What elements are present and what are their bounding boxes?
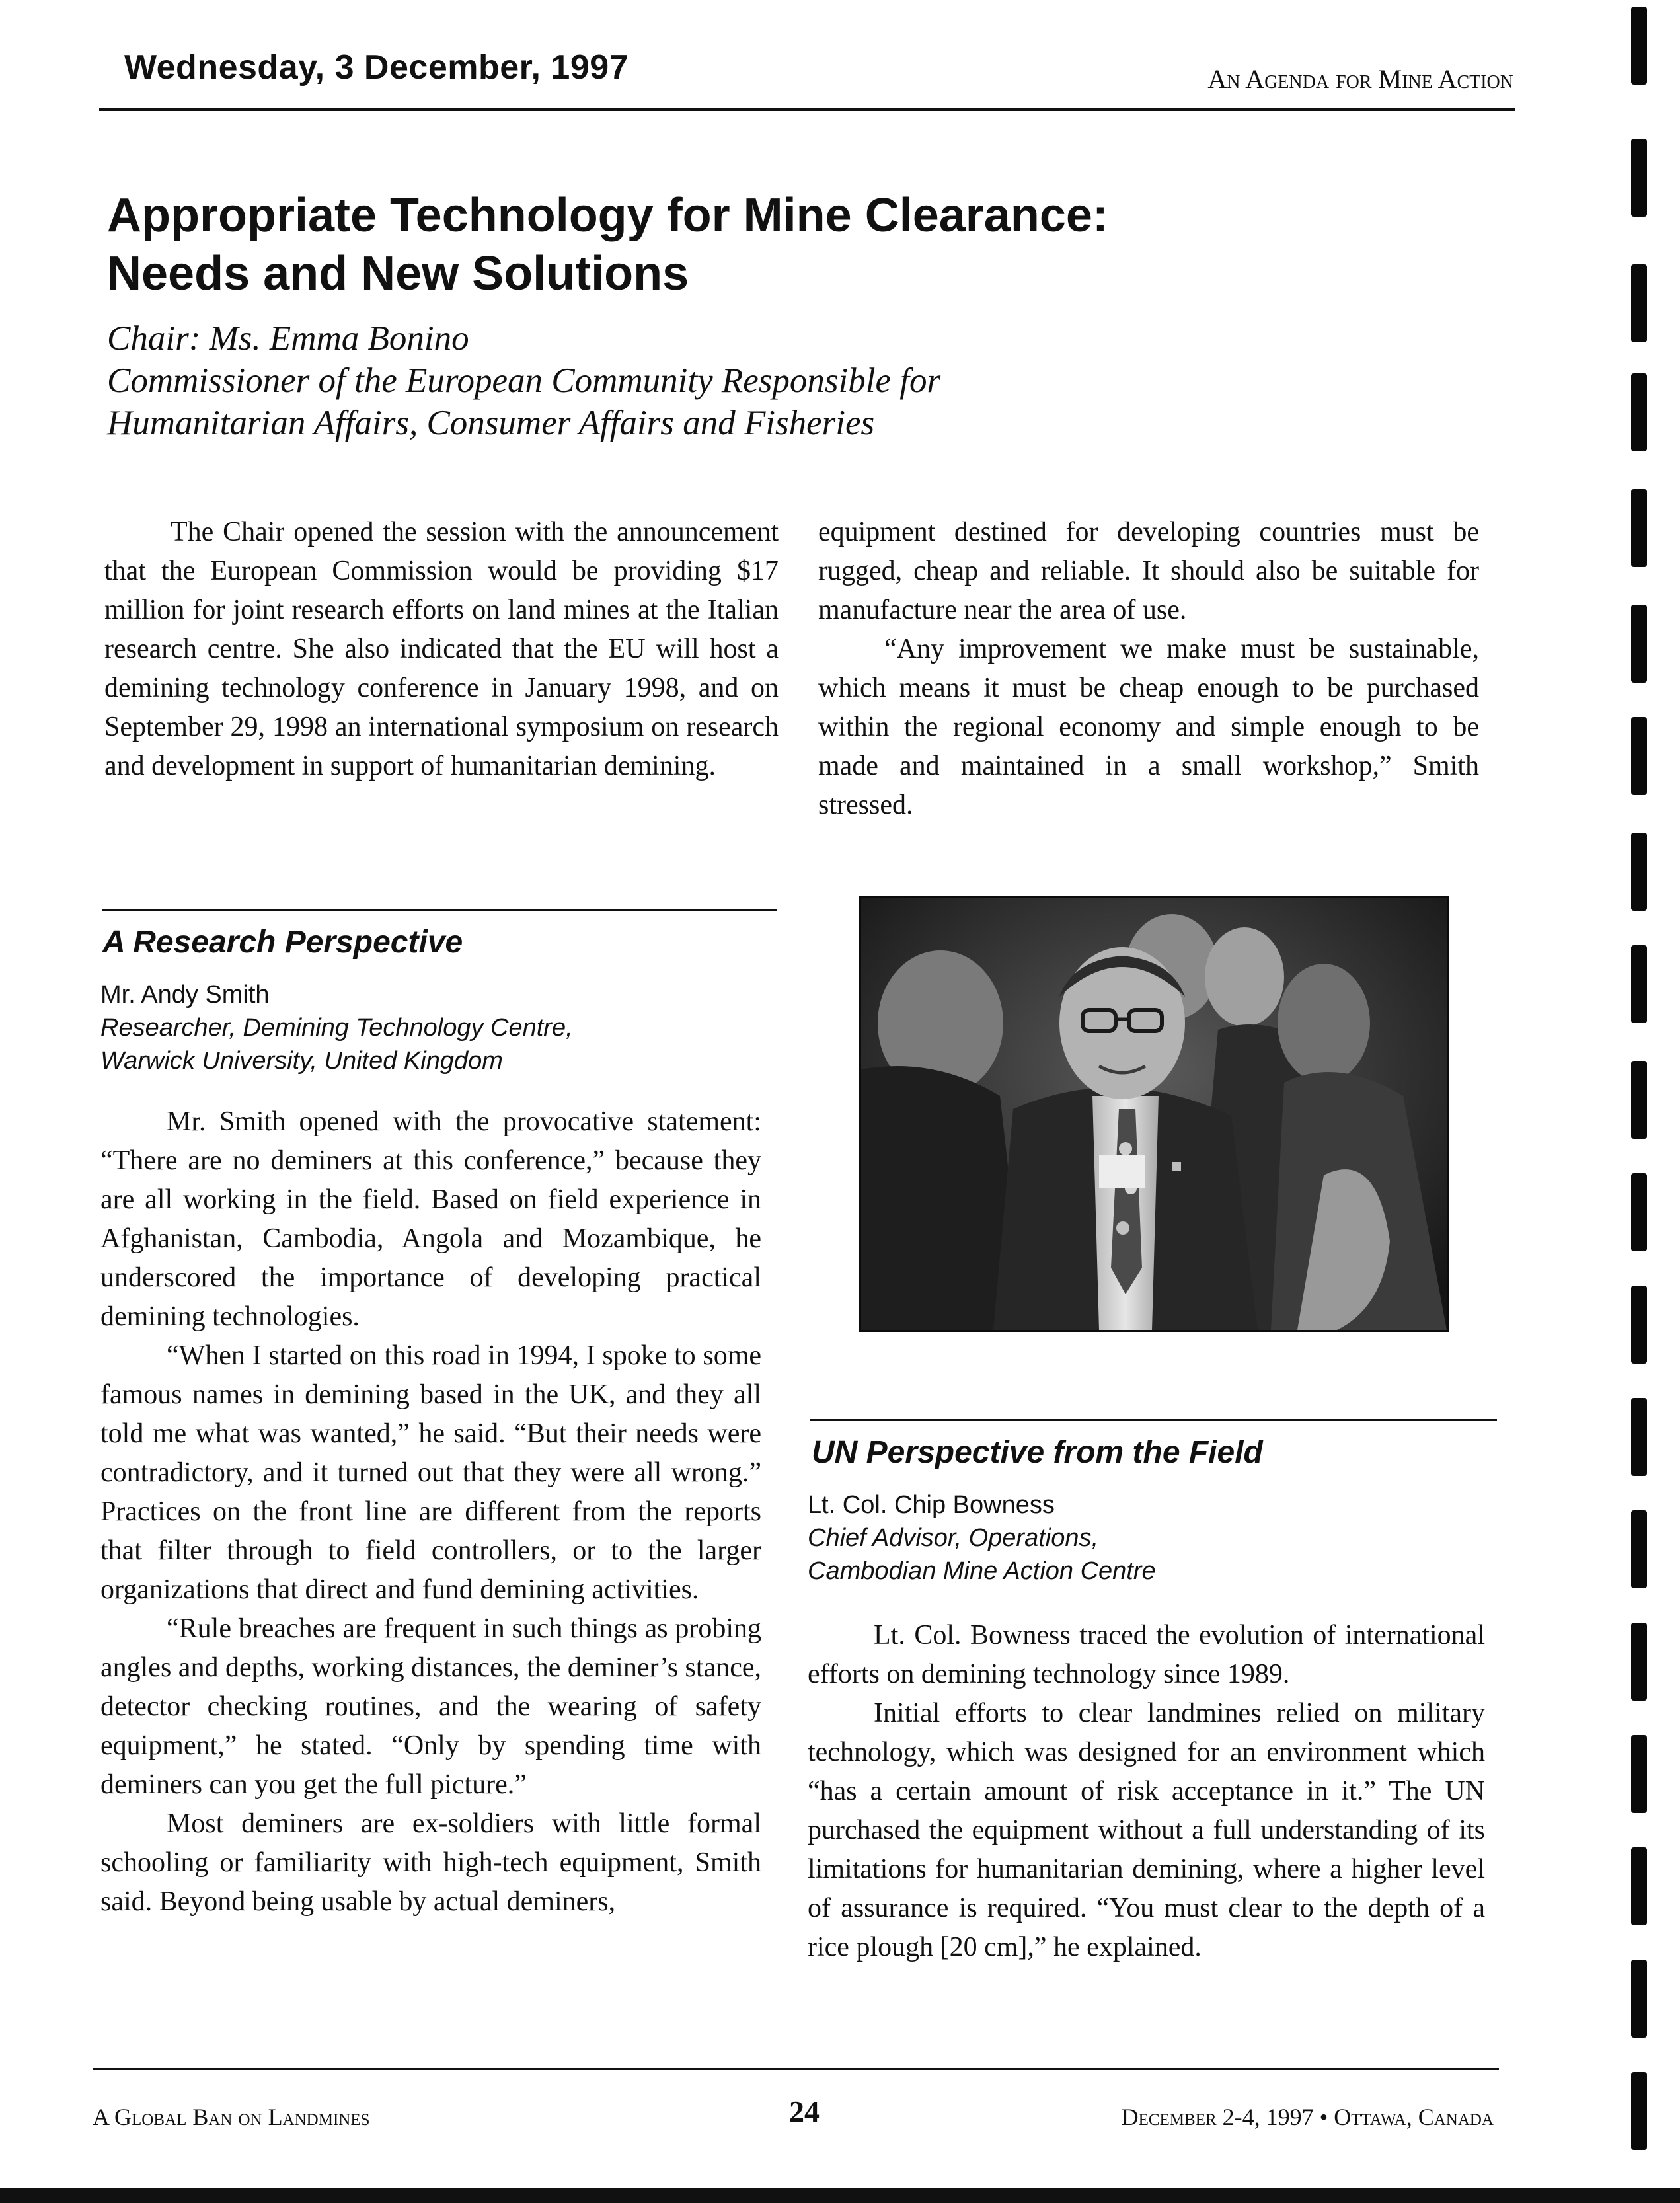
- binding-mark: [1631, 1847, 1647, 1925]
- binding-mark: [1631, 1173, 1647, 1251]
- speaker-block-bowness: [808, 1488, 1495, 1588]
- article-title-line1: Appropriate Technology for Mine Clearance:: [107, 189, 1108, 242]
- body-paragraph: “When I started on this road in 1994, I spoke to some famous names in demining based in the UK, and they all told me what was wanted,” he said. “But their needs were contradictory, and it turned out that they were all wrong.” Practices on the front line are different from the reports that filter through to field controllers, or to the larger organizations that direct and fund demining activities.: [100, 1340, 761, 1605]
- smith-quote-paragraph: “Any improvement we make must be sustainable, which means it must be cheap enough to be purchased within the regional economy and simple enough to be made and maintained in a small workshop,” Smith stressed.: [818, 634, 1479, 820]
- conference-photo-illustration: [861, 898, 1447, 1330]
- binding-mark: [1631, 1735, 1647, 1813]
- binding-mark: [1631, 1398, 1647, 1476]
- body-paragraph: Most deminers are ex-soldiers with little formal schooling or familiarity with high-tech equipment, Smith said. Beyond being usable by actual deminers,: [100, 1808, 761, 1917]
- body-paragraph: Initial efforts to clear landmines relied on military technology, which was designed for an environment which “has a certain amount of risk acceptance in it.” The UN purchased the equipment without a full understanding of its limitations for humanitarian demining, where a higher level of assurance is required. “You must clear to the depth of a rice plough [20 cm],” he explained.: [808, 1698, 1485, 1962]
- chair-role-line1: Commissioner of the European Community Responsible for: [107, 362, 941, 400]
- footer-publication: A Global Ban on Landmines: [93, 2104, 370, 2130]
- section-heading-un: UN Perspective from the Field: [812, 1435, 1263, 1470]
- binding-mark: [1631, 1623, 1647, 1701]
- body-paragraph: Mr. Smith opened with the provocative statement: “There are no deminers at this conference,” because they are all working in the field. Based on field experience in Afghanistan, Cambodia, Angola and Mozambique, he underscored the importance of developing practical demining technologies.: [100, 1106, 761, 1332]
- section-rule-un: [810, 1419, 1497, 1421]
- speaker-role-line1: Researcher, Demining Technology Centre,: [100, 1014, 573, 1042]
- intro-left-column: [104, 513, 779, 786]
- intro-right-column: [818, 513, 1479, 825]
- binding-mark: [1631, 489, 1647, 567]
- research-body: [100, 1102, 761, 1921]
- chair-role-line2: Humanitarian Affairs, Consumer Affairs and Fisheries: [107, 404, 875, 442]
- binding-mark: [1631, 605, 1647, 683]
- article-title-line2: Needs and New Solutions: [107, 247, 689, 300]
- footer-event-info: December 2-4, 1997 • Ottawa, Canada: [1121, 2104, 1494, 2130]
- binding-mark: [1631, 264, 1647, 342]
- binding-mark: [1631, 833, 1647, 911]
- binding-mark: [1631, 2072, 1647, 2150]
- binding-mark: [1631, 945, 1647, 1023]
- un-body: [808, 1616, 1485, 1967]
- speaker-name: Lt. Col. Chip Bowness: [808, 1491, 1055, 1519]
- binding-mark: [1631, 1510, 1647, 1588]
- intro-paragraph: The Chair opened the session with the announcement that the European Commission would be providing $17 million for joint research efforts on land mines at the Italian research centre. She also indicated that the EU will host a demining technology conference in January 1998, and on September 29, 1998 an international symposium on research and development in support of humanitarian demining.: [104, 517, 779, 781]
- binding-mark: [1631, 1960, 1647, 2038]
- body-paragraph: “Rule breaches are frequent in such things as probing angles and depths, working distances, the deminer’s stance, detector checking routines, and the wearing of safety equipment,” he stated. “Only by spending time with deminers can you get the full picture.”: [100, 1613, 761, 1800]
- page-number: 24: [789, 2095, 820, 2128]
- speaker-name: Mr. Andy Smith: [100, 981, 270, 1009]
- speaker-block-smith: [100, 978, 775, 1077]
- binding-mark: [1631, 7, 1647, 85]
- binding-mark: [1631, 1061, 1647, 1139]
- header-rule: [99, 108, 1515, 111]
- article-title: [107, 186, 1297, 303]
- binding-mark: [1631, 717, 1647, 795]
- scan-edge: [0, 2188, 1680, 2203]
- body-paragraph: Lt. Col. Bowness traced the evolution of international efforts on demining technology since 1989.: [808, 1620, 1485, 1689]
- intro-continuation-paragraph: equipment destined for developing countries must be rugged, cheap and reliable. It should also be suitable for manufacture near the area of use.: [818, 517, 1479, 625]
- binding-mark: [1631, 1286, 1647, 1364]
- section-rule-research: [102, 909, 777, 911]
- header-publication-title: An Agenda for Mine Action: [1207, 64, 1513, 94]
- speaker-role-line2: Warwick University, United Kingdom: [100, 1047, 503, 1075]
- footer-rule: [93, 2068, 1499, 2070]
- conference-photo: [859, 896, 1449, 1332]
- binding-mark: [1631, 373, 1647, 451]
- section-heading-research: A Research Perspective: [102, 925, 463, 960]
- chair-block: [107, 317, 1297, 444]
- header-date: Wednesday, 3 December, 1997: [124, 48, 629, 87]
- speaker-role-line1: Chief Advisor, Operations,: [808, 1524, 1099, 1552]
- speaker-role-line2: Cambodian Mine Action Centre: [808, 1557, 1156, 1585]
- binding-mark: [1631, 139, 1647, 217]
- chair-name: Chair: Ms. Emma Bonino: [107, 319, 469, 358]
